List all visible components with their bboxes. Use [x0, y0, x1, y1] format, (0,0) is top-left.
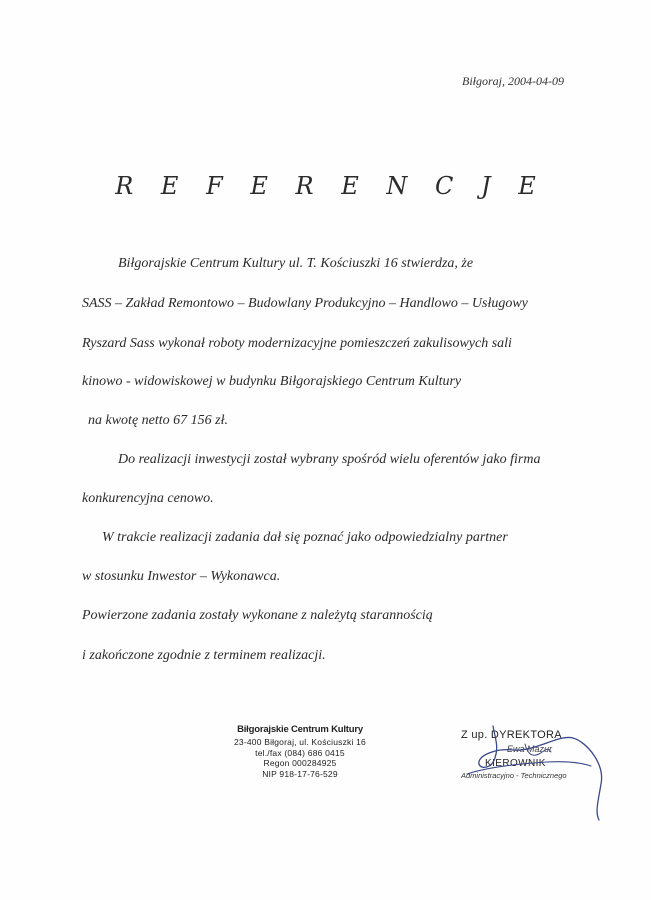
body-line-1: Biłgorajskie Centrum Kultury ul. T. Kościuszki 16 stwierdza, że [118, 256, 474, 271]
stamp-nip: NIP 918-17-76-529 [262, 768, 338, 779]
handwritten-signature-icon [455, 724, 620, 824]
stamp-address: 23-400 Biłgoraj, ul. Kościuszki 16 [233, 737, 366, 747]
body-line-9: w stosunku Inwestor – Wykonawca. [82, 569, 281, 584]
stamp-phone: tel./fax (084) 686 0415 [255, 747, 345, 758]
institution-stamp [220, 724, 380, 779]
signature-dept: Administracyjno - Technicznego [461, 771, 567, 780]
body-line-8: W trakcie realizacji zadania dał się poznać jako odpowiedzialny partner [102, 530, 508, 545]
signature-block [455, 724, 620, 814]
body-line-11: i zakończone zgodnie z terminem realizacji. [82, 648, 326, 663]
body-line-6: Do realizacji inwestycji został wybrany spośród wielu oferentów jako firma [118, 452, 541, 467]
body-line-2: SASS – Zakład Remontowo – Budowlany Produkcyjno – Handlowo – Usługowy [82, 296, 528, 311]
stamp-regon: Regon 000284925 [263, 758, 337, 768]
body-line-10: Powierzone zadania zostały wykonane z należytą starannością [82, 608, 433, 623]
body-line-7: konkurencyjna cenowo. [82, 491, 214, 506]
document-title: R E F E R E N C J E [115, 172, 546, 200]
signature-name: Ewa Mazur [507, 744, 553, 754]
body-line-4: kinowo - widowiskowej w budynku Biłgorajskiego Centrum Kultury [82, 374, 462, 389]
body-line-5: na kwotę netto 67 156 zł. [88, 413, 228, 428]
stamp-name: Biłgorajskie Centrum Kultury [237, 724, 363, 735]
signature-role: KIEROWNIK [485, 758, 546, 769]
body-line-3: Ryszard Sass wykonał roboty modernizacyjne pomieszczeń zakulisowych sali [82, 336, 512, 351]
document-date: Biłgoraj, 2004-04-09 [462, 74, 564, 88]
signature-z-up: Z up. DYREKTORA [461, 729, 562, 741]
